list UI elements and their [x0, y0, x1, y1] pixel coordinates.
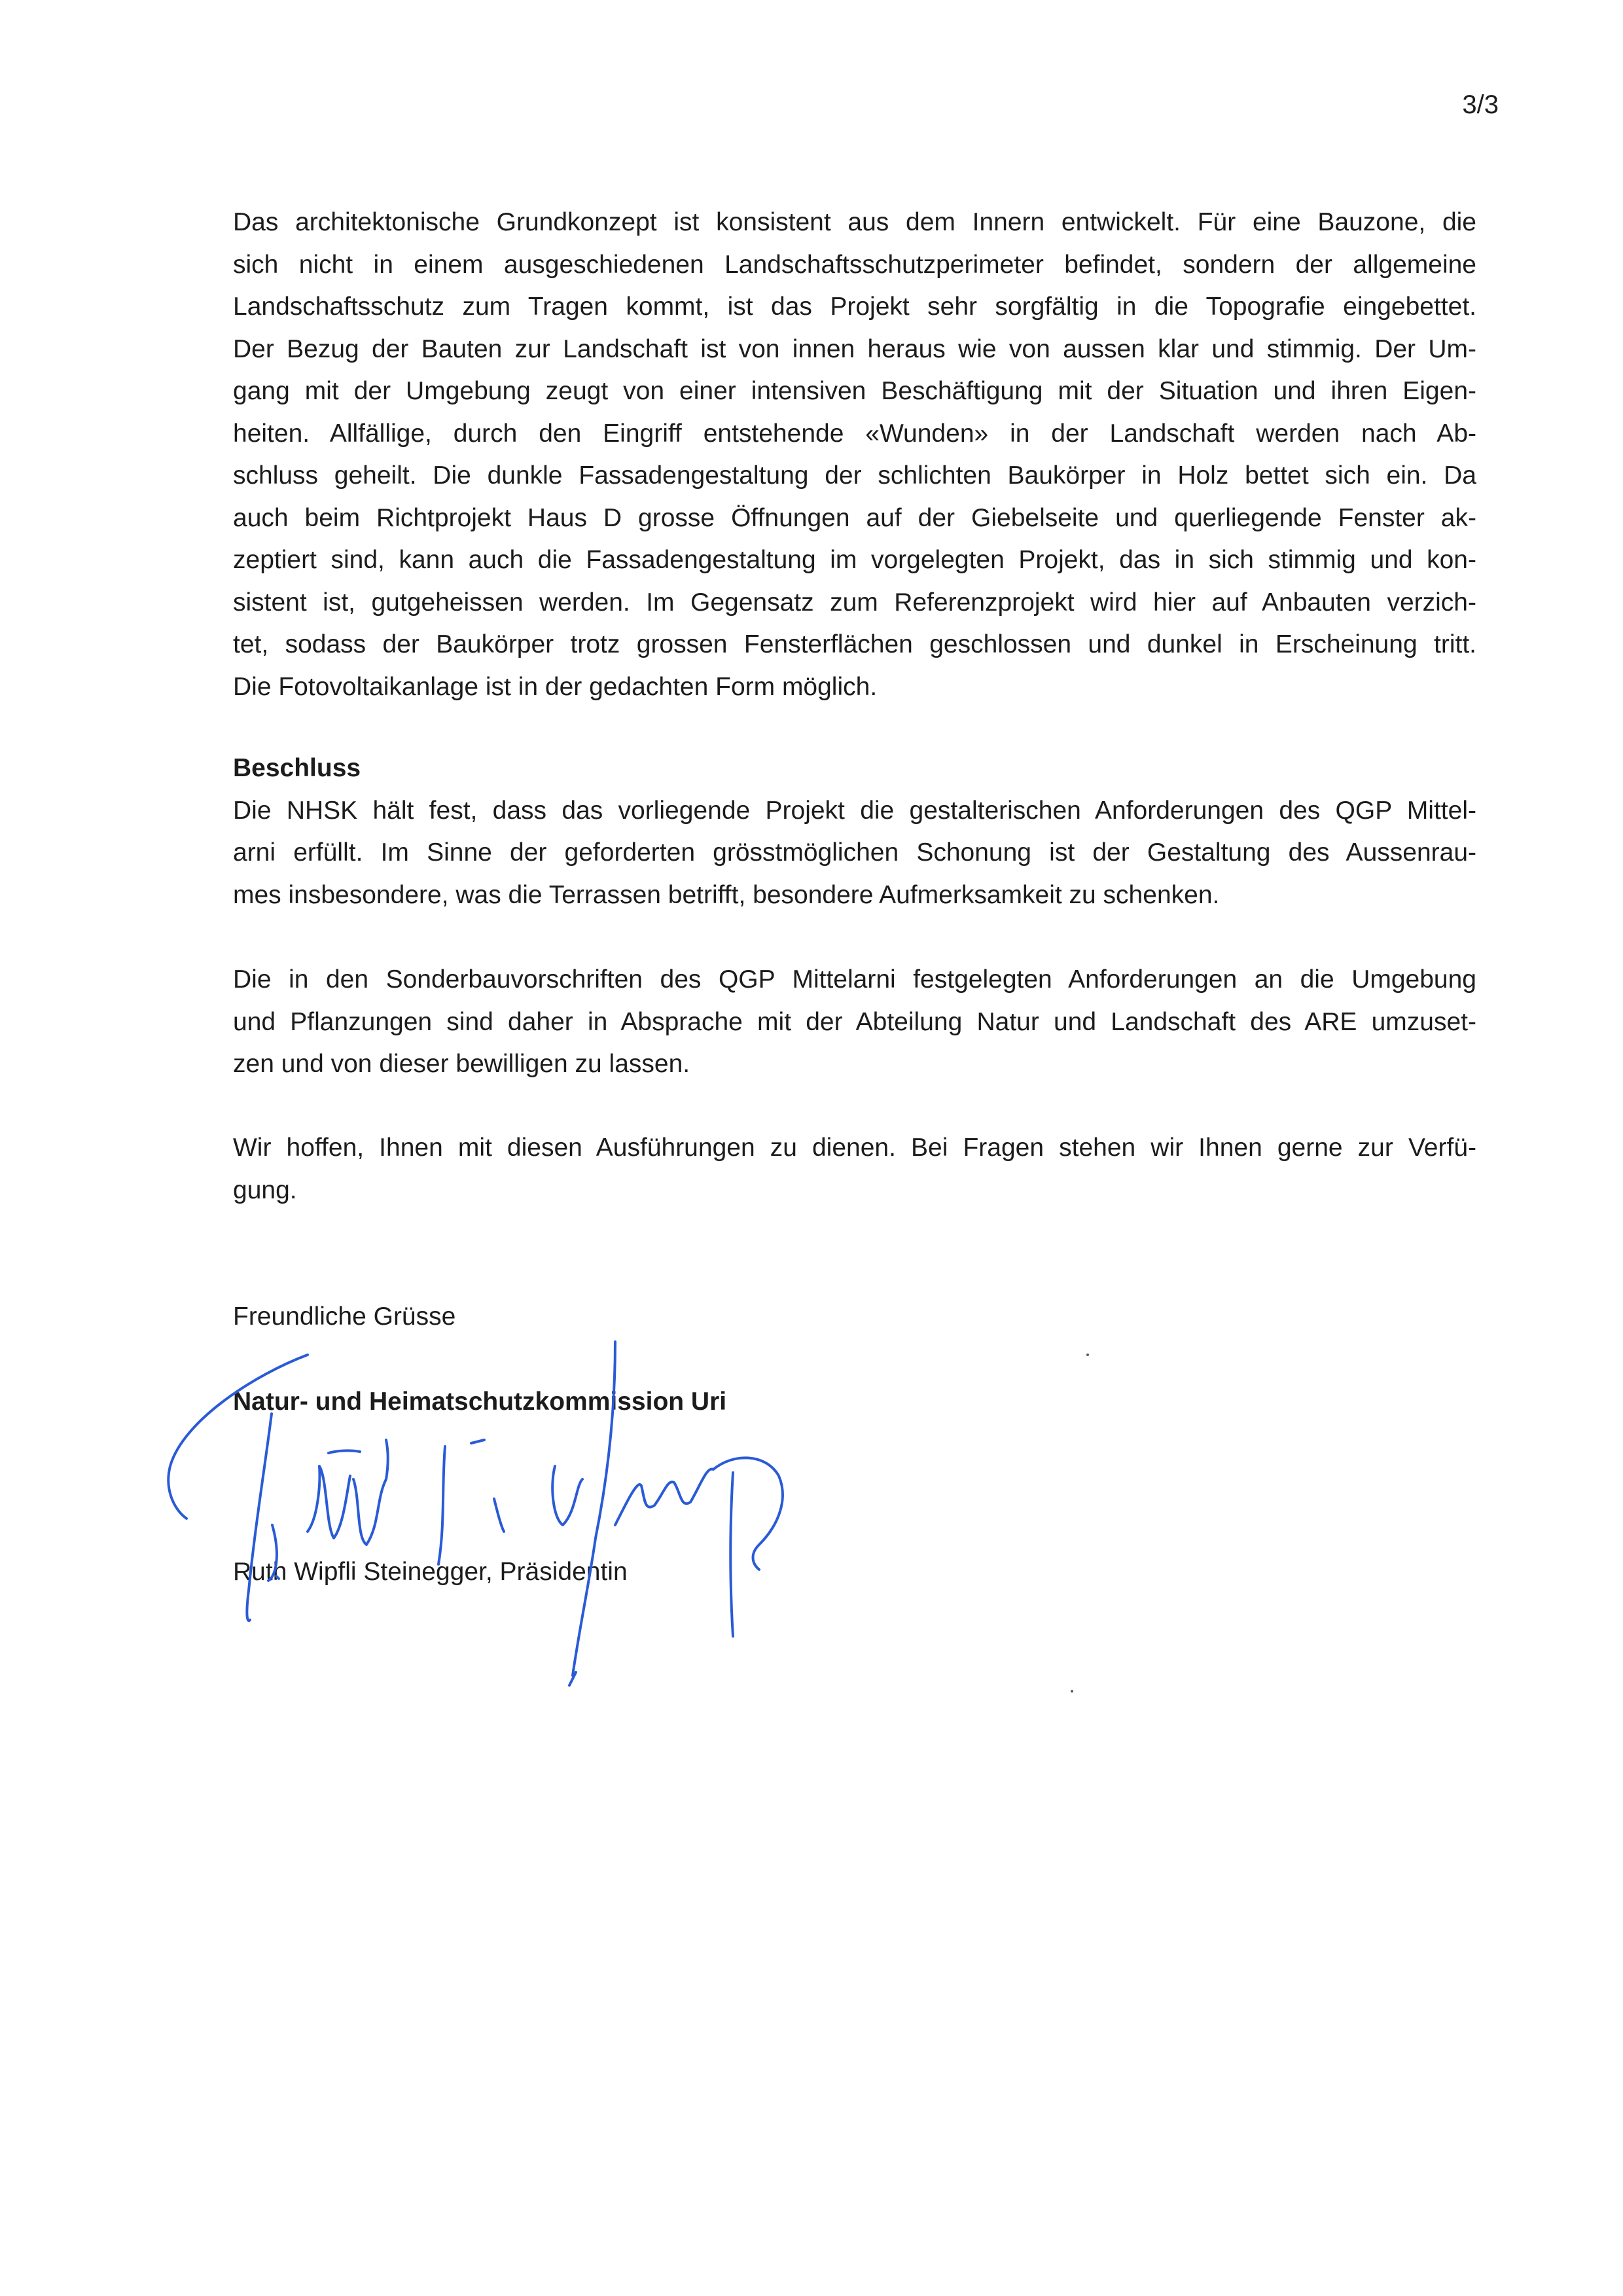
text-line: heiten. Allfällige, durch den Eingriff entstehende «Wunden» in der Landschaft werden nach Ab- [233, 419, 1476, 448]
text-line: und Pflanzungen sind daher in Absprache mit der Abteilung Natur und Landschaft des ARE umzuset- [233, 1007, 1476, 1036]
text-line: zeptiert sind, kann auch die Fassadengestaltung im vorgelegten Projekt, das in sich stimmig und kon- [233, 546, 1476, 574]
text-line: zen und von dieser bewilligen zu lassen. [233, 1050, 690, 1078]
text-line: auch beim Richtprojekt Haus D grosse Öffnungen auf der Giebelseite und querliegende Fenster ak- [233, 503, 1476, 532]
section-heading: Beschluss [233, 754, 361, 782]
text-line: schluss geheilt. Die dunkle Fassadengestaltung der schlichten Baukörper in Holz bettet sich ein. Da [233, 461, 1476, 490]
closing-greeting: Freundliche Grüsse [233, 1302, 456, 1331]
text-line: Die NHSK hält fest, dass das vorliegende Projekt die gestalterischen Anforderungen des QGP Mittel- [233, 796, 1476, 825]
text-line: Das architektonische Grundkonzept ist konsistent aus dem Innern entwickelt. Für eine Bauzone, die [233, 208, 1476, 236]
scan-speck [1071, 1690, 1073, 1693]
signatory-name: Ruth Wipfli Steinegger, Präsidentin [233, 1558, 628, 1586]
text-line: Die Fotovoltaikanlage ist in der gedachten Form möglich. [233, 672, 878, 701]
text-line: sistent ist, gutgeheissen werden. Im Gegensatz zum Referenzprojekt wird hier auf Anbauten verzich- [233, 588, 1476, 617]
text-line: mes insbesondere, was die Terrassen betrifft, besondere Aufmerksamkeit zu schenken. [233, 880, 1220, 909]
text-line: arni erfüllt. Im Sinne der geforderten grösstmöglichen Schonung ist der Gestaltung des Aussenrau- [233, 838, 1476, 867]
text-line: Landschaftsschutz zum Tragen kommt, ist das Projekt sehr sorgfältig in die Topografie eingebettet. [233, 293, 1476, 321]
paragraph-body-4 [233, 1127, 1476, 1211]
text-line: Wir hoffen, Ihnen mit diesen Ausführungen zu dienen. Bei Fragen stehen wir Ihnen gerne zur Verfü- [233, 1134, 1476, 1162]
text-line: Die in den Sonderbauvorschriften des QGP Mittelarni festgelegten Anforderungen an die Umgebung [233, 965, 1476, 994]
page-number: 3/3 [1462, 90, 1499, 119]
paragraph-body-3 [233, 959, 1476, 1086]
text-line: sich nicht in einem ausgeschiedenen Landschaftsschutzperimeter befindet, sondern der allgemeine [233, 250, 1476, 279]
scan-speck [1086, 1354, 1089, 1356]
text-line: tet, sodass der Baukörper trotz grossen Fensterflächen geschlossen und dunkel in Erscheinung tritt. [233, 630, 1476, 658]
organization-name: Natur- und Heimatschutzkommission Uri [233, 1388, 727, 1416]
text-line: Der Bezug der Bauten zur Landschaft ist von innen heraus wie von aussen klar und stimmig. Der Um- [233, 334, 1476, 363]
text-line: gung. [233, 1175, 297, 1204]
beschluss-section [233, 747, 1476, 916]
text-line: gang mit der Umgebung zeugt von einer intensiven Beschäftigung mit der Situation und ihren Eigen- [233, 377, 1476, 405]
paragraph-body-1 [233, 202, 1476, 708]
